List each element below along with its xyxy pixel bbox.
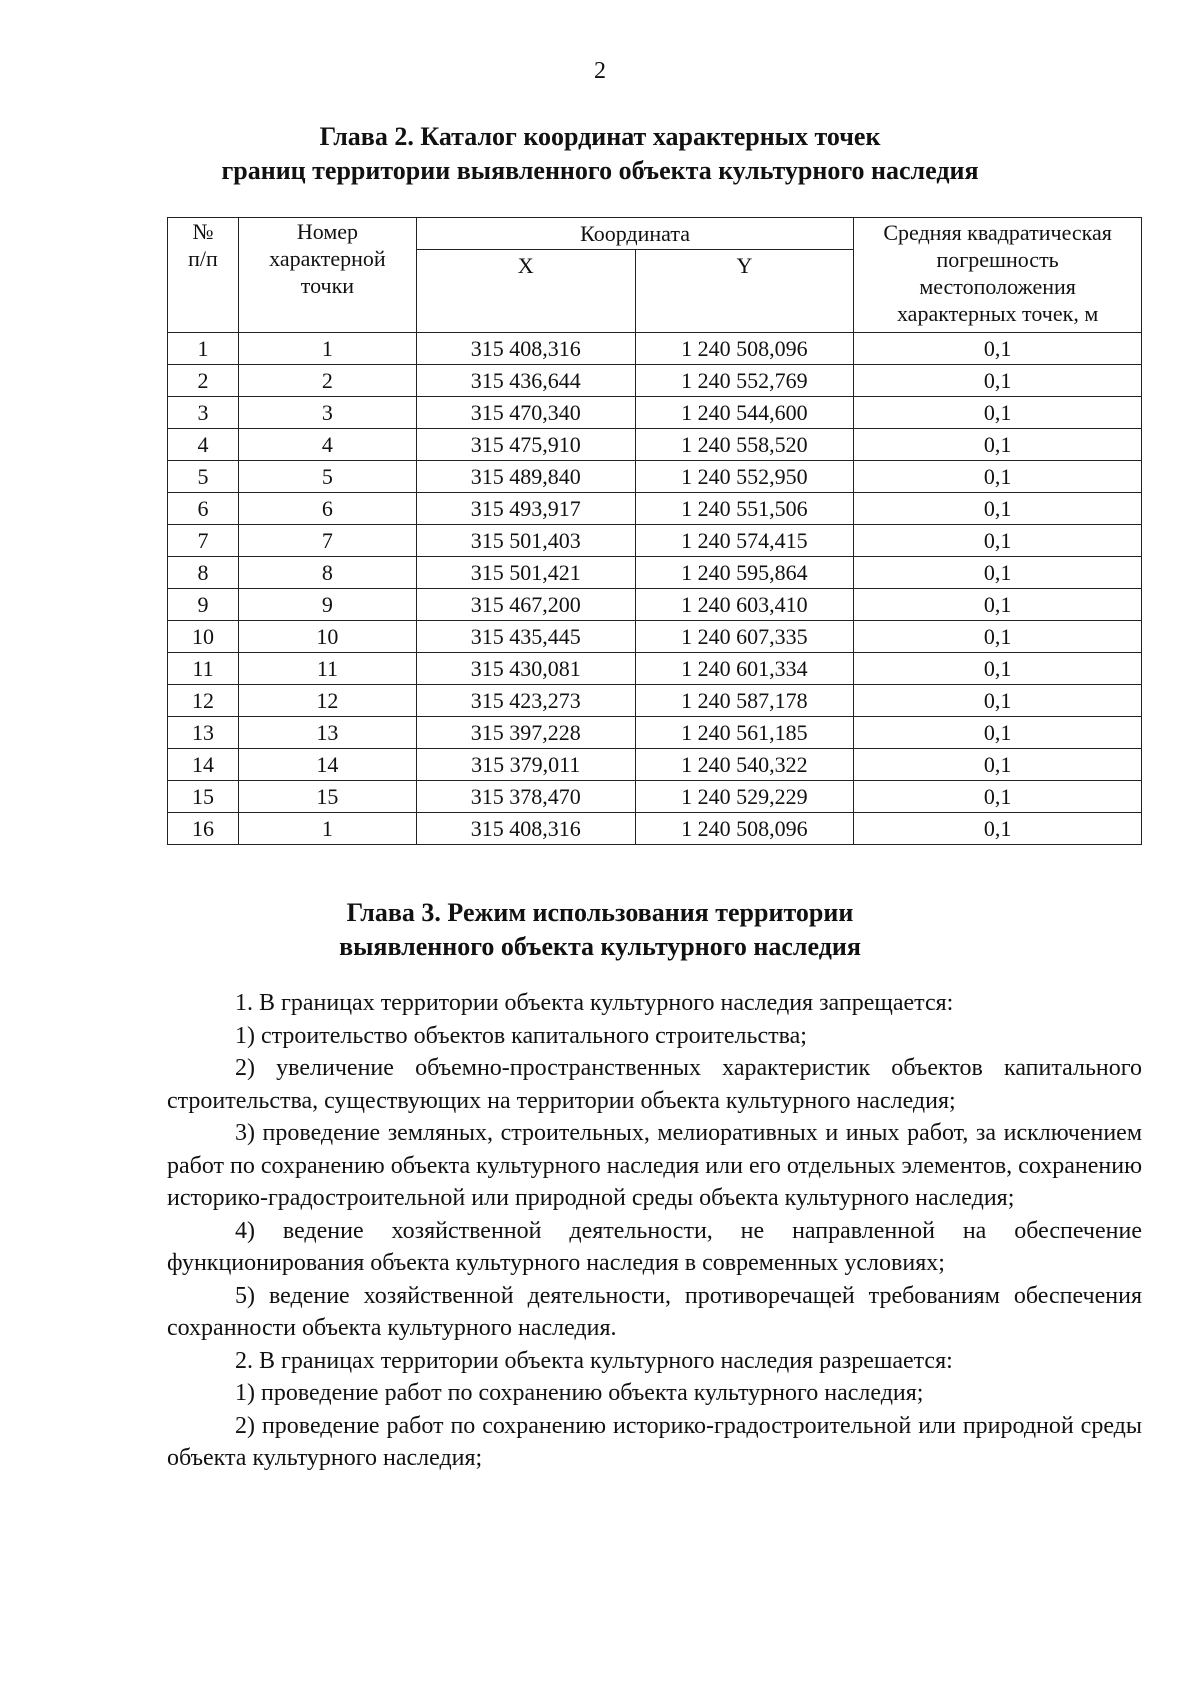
cell-error: 0,1 xyxy=(854,525,1142,557)
cell-row-number: 2 xyxy=(168,365,239,397)
header-point-number: Номер характерной точки xyxy=(238,218,416,333)
header-coordinate: Координата xyxy=(416,218,853,250)
cell-y: 1 240 603,410 xyxy=(635,589,854,621)
table-row xyxy=(168,365,1142,397)
cell-row-number: 5 xyxy=(168,461,239,493)
cell-x: 315 435,445 xyxy=(416,621,635,653)
paragraph: 2) увеличение объемно-пространственных характеристик объектов капитального строительства, существующих на территории объекта культурного наследия; xyxy=(167,1055,1142,1114)
cell-row-number: 6 xyxy=(168,493,239,525)
cell-x: 315 501,421 xyxy=(416,557,635,589)
cell-point-number: 6 xyxy=(238,493,416,525)
table-row xyxy=(168,557,1142,589)
paragraph: 1) строительство объектов капитального строительства; xyxy=(235,1022,807,1049)
cell-row-number: 3 xyxy=(168,397,239,429)
chapter-2-title-line-1: Глава 2. Каталог координат характерных точек xyxy=(319,122,881,151)
cell-y: 1 240 552,950 xyxy=(635,461,854,493)
cell-row-number: 1 xyxy=(168,333,239,365)
cell-x: 315 470,340 xyxy=(416,397,635,429)
cell-point-number: 3 xyxy=(238,397,416,429)
header-mean-square-error: Средняя квадратическая погрешность местоположения характерных точек, м xyxy=(854,218,1142,333)
cell-x: 315 378,470 xyxy=(416,781,635,813)
cell-error: 0,1 xyxy=(854,365,1142,397)
paragraph: 5) ведение хозяйственной деятельности, противоречащей требованиям обеспечения сохранности объекта культурного наследия. xyxy=(167,1282,1142,1341)
cell-point-number: 11 xyxy=(238,653,416,685)
cell-point-number: 4 xyxy=(238,429,416,461)
cell-error: 0,1 xyxy=(854,557,1142,589)
header-num: № п/п xyxy=(168,218,239,333)
cell-row-number: 13 xyxy=(168,717,239,749)
paragraph: 2. В границах территории объекта культурного наследия разрешается: xyxy=(235,1347,953,1374)
paragraph: 4) ведение хозяйственной деятельности, не направленной на обеспечение функционирования объекта культурного наследия в современных условиях; xyxy=(167,1217,1142,1276)
table-row xyxy=(168,333,1142,365)
cell-x: 315 436,644 xyxy=(416,365,635,397)
table-row xyxy=(168,397,1142,429)
cell-y: 1 240 551,506 xyxy=(635,493,854,525)
cell-error: 0,1 xyxy=(854,621,1142,653)
table-row xyxy=(168,749,1142,781)
chapter-2-title xyxy=(0,120,1200,188)
table-row xyxy=(168,685,1142,717)
cell-point-number: 13 xyxy=(238,717,416,749)
cell-row-number: 15 xyxy=(168,781,239,813)
cell-row-number: 14 xyxy=(168,749,239,781)
cell-row-number: 11 xyxy=(168,653,239,685)
cell-row-number: 7 xyxy=(168,525,239,557)
table-row xyxy=(168,589,1142,621)
cell-error: 0,1 xyxy=(854,685,1142,717)
table-row xyxy=(168,493,1142,525)
cell-row-number: 10 xyxy=(168,621,239,653)
cell-point-number: 15 xyxy=(238,781,416,813)
cell-point-number: 14 xyxy=(238,749,416,781)
table-row xyxy=(168,653,1142,685)
cell-y: 1 240 574,415 xyxy=(635,525,854,557)
cell-y: 1 240 508,096 xyxy=(635,333,854,365)
cell-y: 1 240 558,520 xyxy=(635,429,854,461)
cell-y: 1 240 540,322 xyxy=(635,749,854,781)
cell-x: 315 493,917 xyxy=(416,493,635,525)
cell-row-number: 9 xyxy=(168,589,239,621)
cell-y: 1 240 601,334 xyxy=(635,653,854,685)
cell-x: 315 501,403 xyxy=(416,525,635,557)
cell-point-number: 2 xyxy=(238,365,416,397)
cell-point-number: 8 xyxy=(238,557,416,589)
table-row xyxy=(168,461,1142,493)
cell-point-number: 7 xyxy=(238,525,416,557)
cell-x: 315 475,910 xyxy=(416,429,635,461)
cell-error: 0,1 xyxy=(854,333,1142,365)
chapter-3-title-line-1: Глава 3. Режим использования территории xyxy=(346,898,854,927)
cell-point-number: 9 xyxy=(238,589,416,621)
cell-point-number: 1 xyxy=(238,333,416,365)
cell-point-number: 12 xyxy=(238,685,416,717)
cell-y: 1 240 595,864 xyxy=(635,557,854,589)
cell-x: 315 379,011 xyxy=(416,749,635,781)
paragraph: 1) проведение работ по сохранению объекта культурного наследия; xyxy=(235,1380,924,1406)
paragraph: 3) проведение земляных, строительных, мелиоративных и иных работ, за исключением работ по сохранению объекта культурного наследия или его отдельных элементов, сохранению историко-градостроительной или природной среды объекта культурного наследия; xyxy=(167,1120,1142,1211)
header-x: X xyxy=(416,250,635,333)
page-number: 2 xyxy=(594,58,606,84)
cell-x: 315 397,228 xyxy=(416,717,635,749)
cell-error: 0,1 xyxy=(854,653,1142,685)
cell-row-number: 12 xyxy=(168,685,239,717)
table-row xyxy=(168,717,1142,749)
cell-row-number: 8 xyxy=(168,557,239,589)
table-row xyxy=(168,781,1142,813)
header-y: Y xyxy=(635,250,854,333)
chapter-3-title-line-2: выявленного объекта культурного наследия xyxy=(339,932,861,961)
chapter-3-body xyxy=(167,987,1142,1475)
chapter-3-title xyxy=(0,896,1200,964)
cell-error: 0,1 xyxy=(854,781,1142,813)
cell-x: 315 489,840 xyxy=(416,461,635,493)
cell-x: 315 423,273 xyxy=(416,685,635,717)
cell-row-number: 16 xyxy=(168,813,239,845)
cell-error: 0,1 xyxy=(854,589,1142,621)
cell-error: 0,1 xyxy=(854,717,1142,749)
cell-error: 0,1 xyxy=(854,397,1142,429)
cell-x: 315 408,316 xyxy=(416,813,635,845)
cell-error: 0,1 xyxy=(854,429,1142,461)
cell-x: 315 430,081 xyxy=(416,653,635,685)
cell-y: 1 240 552,769 xyxy=(635,365,854,397)
table-row xyxy=(168,429,1142,461)
cell-y: 1 240 529,229 xyxy=(635,781,854,813)
cell-y: 1 240 508,096 xyxy=(635,813,854,845)
chapter-2-title-line-2: границ территории выявленного объекта культурного наследия xyxy=(221,156,979,185)
cell-error: 0,1 xyxy=(854,493,1142,525)
cell-point-number: 5 xyxy=(238,461,416,493)
paragraph: 2) проведение работ по сохранению историко-градостроительной или природной среды объекта культурного наследия; xyxy=(167,1412,1142,1471)
cell-y: 1 240 607,335 xyxy=(635,621,854,653)
cell-x: 315 408,316 xyxy=(416,333,635,365)
cell-error: 0,1 xyxy=(854,461,1142,493)
cell-y: 1 240 544,600 xyxy=(635,397,854,429)
table-row xyxy=(168,525,1142,557)
cell-y: 1 240 561,185 xyxy=(635,717,854,749)
table-row xyxy=(168,813,1142,845)
cell-point-number: 10 xyxy=(238,621,416,653)
cell-error: 0,1 xyxy=(854,813,1142,845)
cell-y: 1 240 587,178 xyxy=(635,685,854,717)
coordinates-table xyxy=(167,217,1142,845)
table-row xyxy=(168,621,1142,653)
paragraph: 1. В границах территории объекта культурного наследия запрещается: xyxy=(235,990,954,1016)
cell-point-number: 1 xyxy=(238,813,416,845)
cell-error: 0,1 xyxy=(854,749,1142,781)
cell-x: 315 467,200 xyxy=(416,589,635,621)
cell-row-number: 4 xyxy=(168,429,239,461)
